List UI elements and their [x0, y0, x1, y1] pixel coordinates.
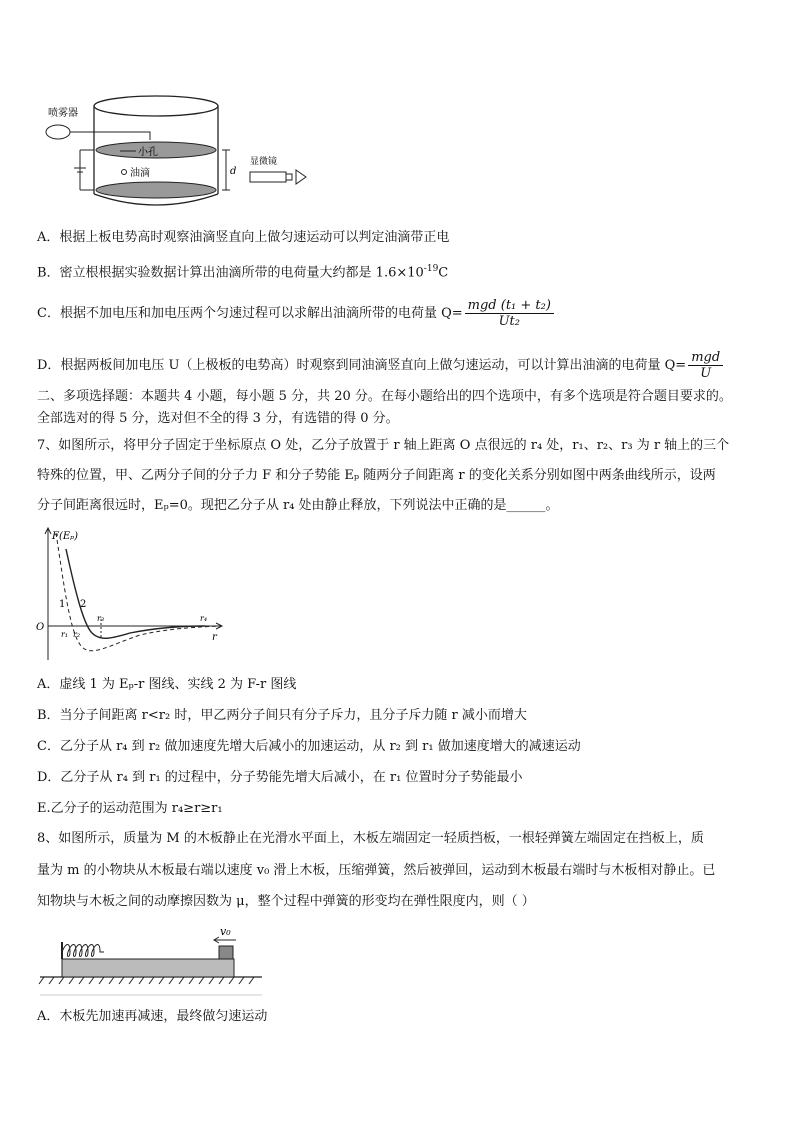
graph-xlabel: r [212, 632, 217, 643]
q6-option-c-formula [465, 298, 554, 329]
r3-label: r₃ [97, 614, 105, 623]
q7-option-d: D．乙分子从 r₄ 到 r₁ 的过程中，分子势能先增大后减小，在 r₁ 位置时分子势能最小 [37, 770, 523, 785]
q7-option-c: C．乙分子从 r₄ 到 r₂ 做加速度先增大后减小的加速运动，从 r₂ 到 r₁ 做加速度增大的减速运动 [37, 739, 581, 754]
millikan-apparatus-figure [40, 92, 320, 217]
r4-label: r₄ [200, 614, 208, 623]
drop-label: 油滴 [130, 168, 150, 179]
force-potential-graph [30, 525, 230, 670]
q6-option-b [37, 260, 448, 282]
q8-line3: 知物块与木板之间的动摩擦因数为 μ，整个过程中弹簧的形变均在弹性限度内，则（ ） [37, 894, 535, 909]
graph-ylabel: F(Eₚ) [52, 531, 79, 542]
q6-option-d-formula [688, 350, 723, 381]
q7-option-b: B．当分子间距离 r<r₂ 时，甲乙两分子间只有分子斥力，且分子斥力随 r 减小而增大 [37, 708, 527, 723]
q6-option-b-exponent: -19 [423, 264, 439, 274]
q7-option-e: E.乙分子的运动范围为 r₄≥r≥r₁ [37, 801, 223, 816]
spring [62, 945, 104, 957]
d-label: d [230, 166, 237, 177]
q7-option-a: A．虚线 1 为 Eₚ-r 图线、实线 2 为 F-r 图线 [37, 677, 297, 692]
q6-option-d-text: D．根据两板间加电压 U（上极板的电势高）时观察到同油滴竖直向上做匀速运动，可以计算出油滴的电荷量 Q= [37, 358, 687, 373]
q6-option-d [37, 350, 725, 381]
section2-line2: 全部选对的得 5 分，选对但不全的得 3 分，有选错的得 0 分。 [37, 411, 399, 426]
q6-option-d-denominator: U [700, 366, 712, 381]
block [219, 946, 233, 959]
q8-line2: 量为 m 的小物块从木板最右端以速度 v₀ 滑上木板，压缩弹簧，然后被弹回，运动到木板最右端时与木板相对静止。已 [37, 863, 716, 878]
curve-2-solid [66, 549, 208, 638]
q6-option-a: A．根据上板电势高时观察油滴竖直向上做匀速运动可以判定油滴带正电 [37, 230, 450, 245]
curve-2-label: 2 [80, 599, 87, 610]
q6-option-d-numerator: mgd [688, 350, 723, 366]
q8-option-a: A．木板先加速再减速，最终做匀速运动 [37, 1009, 268, 1024]
r2-label: r₂ [73, 630, 81, 639]
section2-line1: 二、多项选择题：本题共 4 小题，每小题 5 分，共 20 分。在每小题给出的四个选项中，有多个选项是符合题目要求的。 [37, 389, 732, 404]
board-spring-figure [38, 922, 268, 997]
q8-line1: 8、如图所示，质量为 M 的木板静止在光滑水平面上，木板左端固定一轻质挡板，一根轻弹簧左端固定在挡板上，质 [37, 831, 704, 846]
curve-1-dashed [56, 533, 220, 651]
q7-line2: 特殊的位置，甲、乙两分子间的分子力 F 和分子势能 Eₚ 随两分子间距离 r 的变化关系分别如图中两条曲线所示，设两 [37, 468, 716, 483]
microscope-label: 显微镜 [250, 157, 278, 167]
sprayer-label: 喷雾器 [48, 108, 78, 119]
v0-label: v₀ [220, 925, 231, 938]
curve-1-label: 1 [59, 599, 66, 610]
board [62, 959, 234, 977]
q6-option-b-unit: C [438, 265, 449, 281]
q7-line3: 分子间距离很远时，Eₚ=0。现把乙分子从 r₄ 处由静止释放，下列说法中正确的是______。 [37, 498, 559, 513]
q6-option-c-text: C．根据不加电压和加电压两个匀速过程可以求解出油滴所带的电荷量 Q= [37, 306, 463, 321]
graph-origin: O [36, 622, 45, 633]
q6-option-c-numerator: mgd (t₁ + t₂) [465, 298, 554, 314]
r1-label: r₁ [61, 630, 69, 639]
q6-option-c [37, 298, 556, 329]
hole-label: 小孔 [138, 147, 158, 158]
q6-option-c-denominator: Ut₂ [498, 314, 520, 329]
q7-line1: 7、如图所示，将甲分子固定于坐标原点 O 处，乙分子放置于 r 轴上距离 O 点很远的 r₄ 处，r₁、r₂、r₃ 为 r 轴上的三个 [37, 438, 730, 453]
q6-option-b-text: B．密立根根据实验数据计算出油滴所带的电荷量大约都是 1.6×10 [37, 265, 424, 281]
